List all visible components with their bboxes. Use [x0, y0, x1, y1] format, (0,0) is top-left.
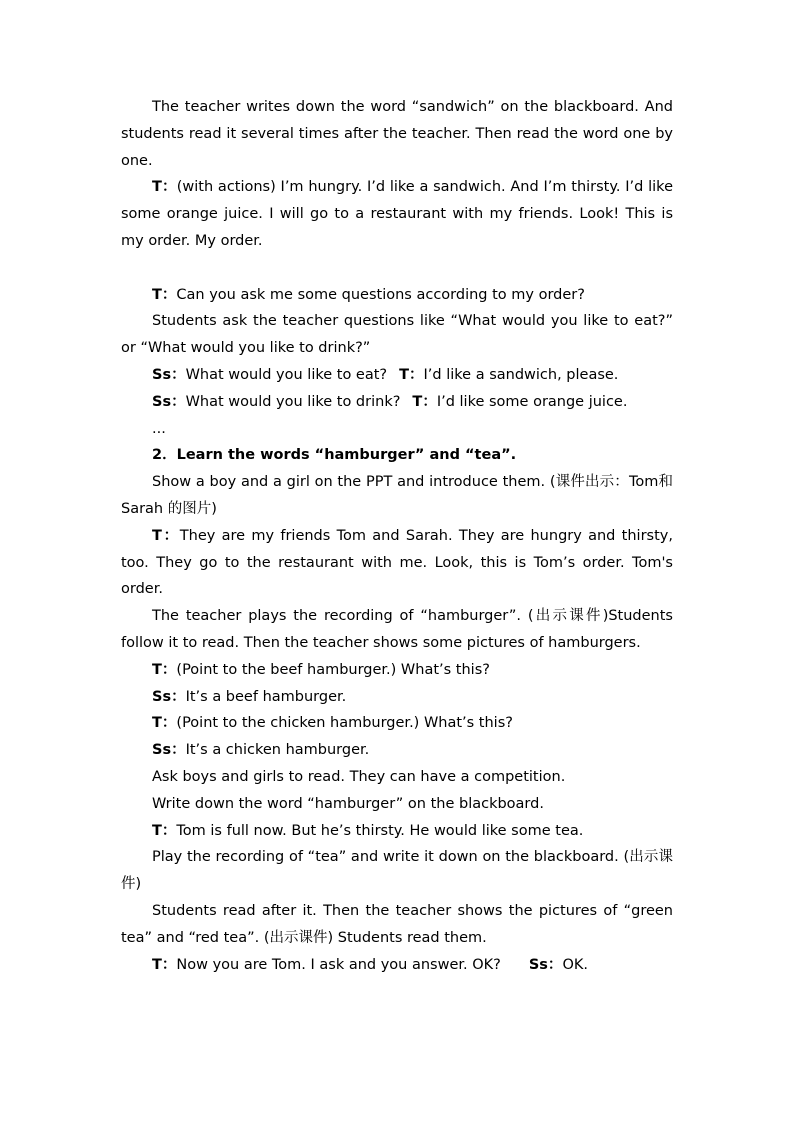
speaker-label: Ss：: [152, 688, 186, 705]
paragraph-tea-recording: Play the recording of “tea” and write it down on the blackboard. (出示课件): [121, 849, 673, 893]
blank-line: [121, 255, 673, 282]
paragraph-students-ask: Students ask the teacher questions like “What would you like to eat?” or “What would you like to drink?”: [121, 313, 673, 357]
paragraph-intro: The teacher writes down the word “sandwich” on the blackboard. And students read it several times after the teacher. Then read the word one by one.: [121, 99, 673, 169]
dialogue-text: Can you ask me some questions according to my order?: [176, 286, 585, 303]
dialogue-teacher-beef: [121, 657, 673, 684]
speaker-label: Ss：: [528, 956, 563, 973]
dialogue-students-chicken: [121, 737, 673, 764]
dialogue-text: It’s a chicken hamburger.: [185, 742, 370, 759]
dialogue-text: They are my friends Tom and Sarah. They are hungry and thirsty, too. They go to the restaurant with me. Look, this is Tom’s order. Tom's order.: [121, 527, 673, 598]
dialogue-text: It’s a beef hamburger.: [185, 688, 347, 705]
dialogue-text: (with actions) I’m hungry. I’d like a sandwich. And I’m thirsty. I’d like some orange juice. I will go to a restaurant with my friends. Look! This is my order. My order.: [121, 179, 673, 249]
dialogue-text: Now you are Tom. I ask and you answer. OK?: [176, 956, 501, 973]
ellipsis-line: ...: [152, 420, 166, 437]
speaker-label: T：: [152, 179, 177, 196]
speaker-label: T：: [152, 715, 177, 732]
dialogue-text: (Point to the chicken hamburger.) What’s this?: [176, 715, 513, 732]
paragraph-competition: Ask boys and girls to read. They can have a competition.: [152, 768, 566, 785]
speaker-label: T：: [152, 286, 177, 303]
speaker-label: Ss：: [152, 393, 186, 410]
speaker-label: T：: [412, 393, 437, 410]
dialogue-text: Tom is full now. But he’s thirsty. He would like some tea.: [176, 822, 584, 839]
dialogue-teacher-full: [121, 818, 673, 845]
dialogue-eat-exchange: [121, 362, 673, 389]
speaker-label: Ss：: [152, 366, 186, 383]
dialogue-drink-exchange: [121, 389, 673, 416]
dialogue-text: I’d like some orange juice.: [436, 393, 628, 410]
speaker-label: T：: [152, 661, 177, 678]
paragraph-tea-pictures: Students read after it. Then the teacher shows the pictures of “green tea” and “red tea”. (出示课件) Students read them.: [121, 902, 673, 946]
dialogue-teacher-friends: [121, 523, 673, 603]
dialogue-text: OK.: [562, 956, 588, 973]
paragraph-hamburger-recording: The teacher plays the recording of “hamburger”. (出示课件)Students follow it to read. Then the teacher shows some pictures of hamburgers.: [121, 608, 673, 651]
dialogue-text: What would you like to eat?: [185, 366, 388, 383]
speaker-label: T：: [152, 956, 177, 973]
dialogue-teacher-chicken: [121, 710, 673, 737]
speaker-label: T：: [152, 527, 180, 544]
paragraph-write-hamburger: Write down the word “hamburger” on the blackboard.: [152, 795, 544, 812]
dialogue-text: What would you like to drink?: [185, 393, 401, 410]
dialogue-role-play: [121, 952, 673, 979]
dialogue-text: I’d like a sandwich, please.: [423, 366, 619, 383]
dialogue-teacher-questions: [121, 282, 673, 309]
heading-text: 2．Learn the words “hamburger” and “tea”.: [152, 447, 517, 464]
dialogue-text: (Point to the beef hamburger.) What’s this?: [176, 661, 490, 678]
speaker-label: Ss：: [152, 742, 186, 759]
speaker-label: T：: [152, 822, 177, 839]
paragraph-show-ppt: Show a boy and a girl on the PPT and introduce them. (课件出示：Tom和 Sarah 的图片): [121, 474, 673, 517]
section-heading: [121, 442, 673, 469]
dialogue-students-beef: [121, 684, 673, 711]
dialogue-teacher-hungry: [121, 174, 673, 254]
speaker-label: T：: [399, 366, 424, 383]
